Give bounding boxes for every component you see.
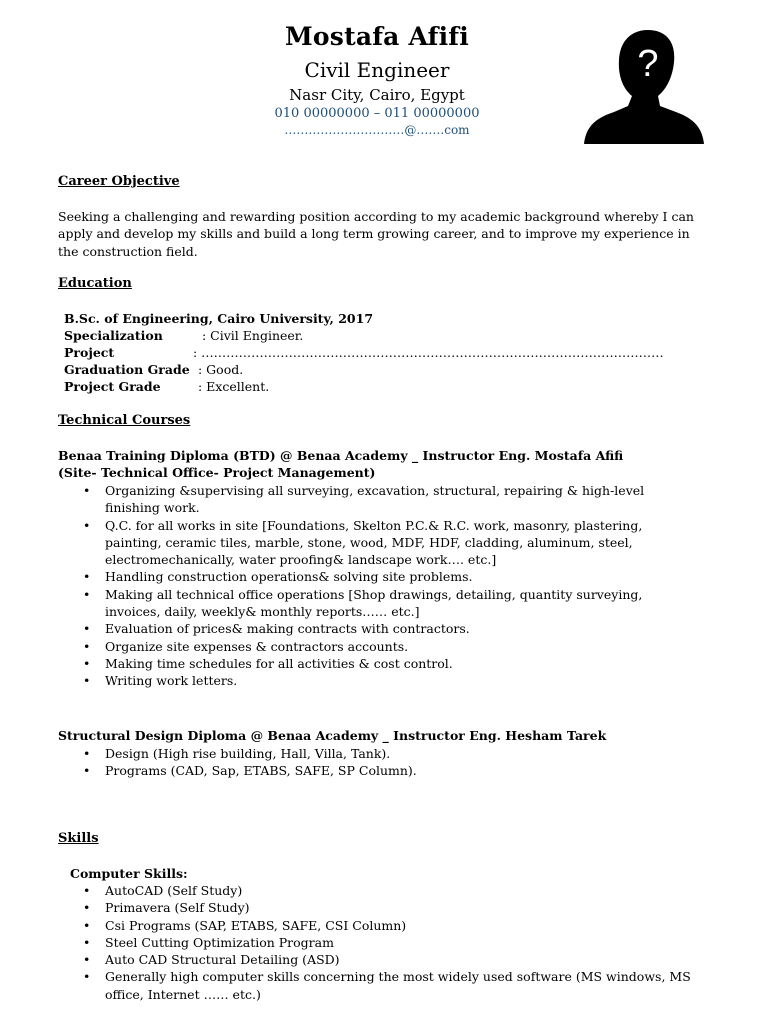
edu-label: Project Grade: [64, 379, 161, 394]
edu-specialization-row: [64, 327, 303, 344]
bullet: •: [83, 655, 91, 671]
list-item-text: Handling construction operations& solving site problems.: [105, 569, 473, 585]
bullet: •: [83, 638, 91, 654]
edu-value: : …………………………………………………………………………………………………: [193, 345, 664, 360]
list-item: [58, 882, 708, 899]
list-item-text: Organize site expenses & contractors accounts.: [105, 638, 409, 654]
bullet: •: [83, 952, 91, 968]
education-heading: Education: [58, 276, 132, 291]
list-item-text: Programs (CAD, Sap, ETABS, SAFE, SP Column).: [105, 763, 417, 779]
edu-project-grade-row: [64, 378, 269, 395]
bullet: •: [83, 517, 91, 533]
bullet: •: [83, 883, 91, 898]
bullet: •: [83, 900, 91, 916]
bullet: •: [83, 746, 91, 761]
resume-name: Mostafa Afifi: [285, 22, 469, 51]
technical-courses-heading: Technical Courses: [58, 413, 191, 428]
list-item: [58, 638, 674, 655]
bullet: •: [83, 969, 91, 985]
course-1-subtitle: (Site- Technical Office- Project Management): [58, 465, 376, 480]
list-item: [58, 899, 708, 916]
computer-skills-heading: Computer Skills:: [70, 866, 188, 881]
list-item-text: Evaluation of prices& making contracts with contractors.: [105, 621, 470, 637]
address: Nasr City, Cairo, Egypt: [289, 86, 465, 104]
computer-skills-list: [58, 882, 708, 1003]
list-item: [58, 968, 708, 1003]
list-item-text: Organizing &supervising all surveying, excavation, structural, repairing & high-level finishing work.: [105, 483, 645, 516]
edu-project-row: [64, 344, 664, 361]
degree: B.Sc. of Engineering, Cairo University, 2017: [64, 311, 374, 326]
skills-heading: Skills: [58, 831, 99, 846]
list-item: [58, 745, 674, 762]
list-item-text: Writing work letters.: [105, 673, 238, 689]
list-item: [58, 586, 674, 621]
list-item-text: Primavera (Self Study): [105, 900, 250, 916]
edu-value: : Good.: [198, 362, 244, 377]
list-item: [58, 917, 708, 934]
career-objective-heading: Career Objective: [58, 174, 180, 189]
career-objective-text: Seeking a challenging and rewarding position according to my academic background whereby I can apply and develop my skills and build a long term growing career, and to improve my experience in the construction field.: [58, 209, 694, 259]
bullet: •: [83, 621, 91, 637]
job-title: Civil Engineer: [304, 58, 450, 82]
edu-label: Graduation Grade: [64, 362, 190, 377]
bullet: •: [83, 483, 91, 498]
list-item: [58, 655, 674, 672]
course-2-title: Structural Design Diploma @ Benaa Academy _ Instructor Eng. Hesham Tarek: [58, 728, 607, 743]
edu-value: : Excellent.: [198, 379, 270, 394]
list-item: [58, 951, 708, 968]
course-2-list: [58, 745, 674, 780]
edu-value: : Civil Engineer.: [202, 328, 304, 343]
list-item: [58, 672, 674, 689]
bullet: •: [83, 673, 91, 689]
question-mark: ?: [637, 43, 659, 85]
list-item-text: Making time schedules for all activities & cost control.: [105, 655, 453, 671]
edu-label: Specialization: [64, 328, 163, 343]
list-item-text: Generally high computer skills concerning the most widely used software (MS windows, MS office, Internet …… etc.): [105, 969, 691, 1002]
edu-graduation-grade-row: [64, 361, 243, 378]
phone-numbers: 010 00000000 – 011 00000000: [274, 106, 480, 121]
list-item: [58, 517, 674, 569]
list-item: [58, 568, 674, 585]
email-address: …………………………@…….com: [284, 123, 470, 137]
list-item-text: Steel Cutting Optimization Program: [105, 934, 334, 950]
bullet: •: [83, 569, 91, 585]
list-item-text: Auto CAD Structural Detailing (ASD): [105, 952, 340, 968]
bullet: •: [83, 917, 91, 933]
list-item-text: AutoCAD (Self Study): [105, 883, 243, 898]
list-item: [58, 934, 708, 951]
bullet: •: [83, 934, 91, 950]
list-item-text: Csi Programs (SAP, ETABS, SAFE, CSI Column): [105, 917, 407, 933]
course-1-list: [58, 482, 674, 690]
list-item-text: Q.C. for all works in site [Foundations, Skelton P.C.& R.C. work, masonry, plastering, painting, ceramic tiles, marble, stone, wood, MDF, HDF, cladding, aluminum, steel, electromechanically, water proofing& landscape work…. etc.]: [105, 517, 643, 568]
bullet: •: [83, 586, 91, 602]
bullet: •: [83, 763, 91, 779]
list-item: [58, 762, 674, 779]
list-item-text: Design (High rise building, Hall, Villa, Tank).: [105, 746, 391, 761]
list-item-text: Making all technical office operations [Shop drawings, detailing, quantity surveying, invoices, daily, weekly& monthly reports…… etc.]: [105, 586, 643, 620]
person-silhouette-question-icon: [582, 26, 706, 146]
list-item: [58, 620, 674, 637]
list-item: [58, 482, 674, 517]
edu-label: Project: [64, 345, 115, 360]
course-1-title: Benaa Training Diploma (BTD) @ Benaa Academy _ Instructor Eng. Mostafa Afifi: [58, 448, 624, 463]
